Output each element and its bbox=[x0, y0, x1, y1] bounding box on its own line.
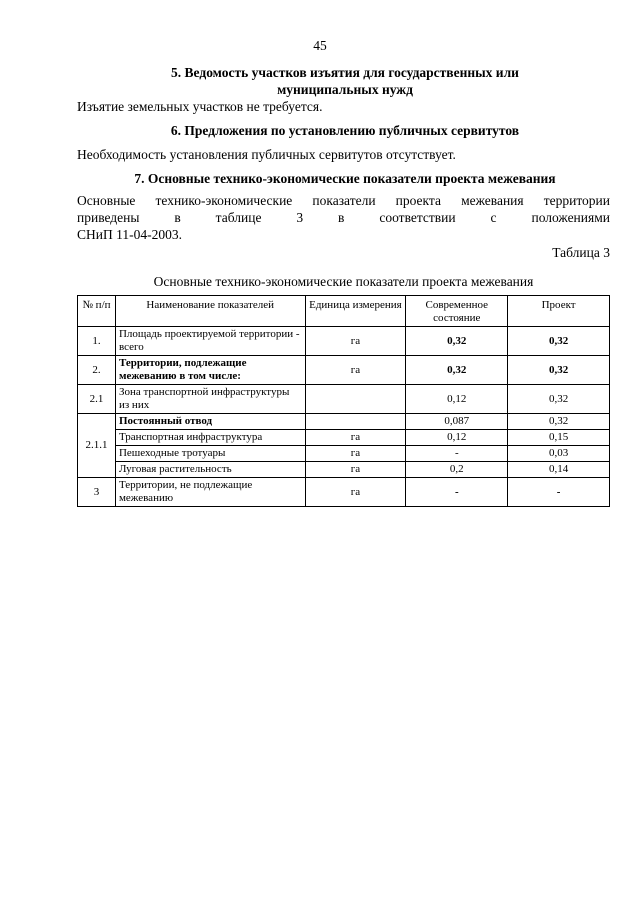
header-project: Проект bbox=[508, 296, 610, 327]
row-current: 0,087 bbox=[406, 414, 508, 430]
table-row bbox=[78, 462, 610, 478]
section-5-heading-line2: муниципальных нужд bbox=[277, 82, 413, 97]
row-current: 0,2 bbox=[406, 462, 508, 478]
row-project: 0,03 bbox=[508, 446, 610, 462]
section-5-text: Изъятие земельных участков не требуется. bbox=[77, 99, 323, 114]
section-5-heading bbox=[100, 64, 590, 98]
table-header-row bbox=[78, 296, 610, 327]
table-row bbox=[78, 430, 610, 446]
header-unit: Единица измерения bbox=[305, 296, 406, 327]
table-row bbox=[78, 446, 610, 462]
row-num: 3 bbox=[78, 478, 116, 507]
section-7-heading: 7. Основные технико-экономические показатели проекта межевания bbox=[134, 171, 556, 186]
row-unit: га bbox=[305, 478, 406, 507]
row-unit: га bbox=[305, 356, 406, 385]
indicators-table bbox=[77, 295, 610, 507]
row-name: Пешеходные тротуары bbox=[115, 446, 305, 462]
row-project: 0,14 bbox=[508, 462, 610, 478]
row-unit: га bbox=[305, 462, 406, 478]
row-unit: га bbox=[305, 327, 406, 356]
table-row bbox=[78, 356, 610, 385]
table-row bbox=[78, 414, 610, 430]
row-project: 0,32 bbox=[508, 385, 610, 414]
section-5-heading-line1: 5. Ведомость участков изъятия для государственных или bbox=[171, 65, 519, 80]
section-7-text bbox=[77, 192, 610, 243]
row-name: Зона транспортной инфраструктуры из них bbox=[115, 385, 305, 414]
row-name: Постоянный отвод bbox=[115, 414, 305, 430]
table-title: Основные технико-экономические показатели проекта межевания bbox=[153, 274, 534, 289]
row-name: Территории, подлежащие межеванию в том числе: bbox=[115, 356, 305, 385]
row-project: 0,32 bbox=[508, 356, 610, 385]
row-project: 0,32 bbox=[508, 327, 610, 356]
section-7-text-line1: Основные технико-экономические показатели проекта межевания территории bbox=[77, 193, 610, 208]
row-current: - bbox=[406, 446, 508, 462]
row-project: 0,32 bbox=[508, 414, 610, 430]
header-name: Наименование показателей bbox=[115, 296, 305, 327]
row-num: 2. bbox=[78, 356, 116, 385]
section-6-text: Необходимость установления публичных сервитутов отсутствует. bbox=[77, 147, 456, 162]
row-unit bbox=[305, 385, 406, 414]
row-num: 1. bbox=[78, 327, 116, 356]
row-current: 0,32 bbox=[406, 356, 508, 385]
row-name: Транспортная инфраструктура bbox=[115, 430, 305, 446]
row-current: 0,12 bbox=[406, 385, 508, 414]
row-name: Луговая растительность bbox=[115, 462, 305, 478]
section-7-text-line2: приведены в таблице 3 в соответствии с положениями bbox=[77, 210, 610, 225]
row-name: Площадь проектируемой территории - всего bbox=[115, 327, 305, 356]
header-num: № п/п bbox=[78, 296, 116, 327]
table-row bbox=[78, 327, 610, 356]
row-current: 0,32 bbox=[406, 327, 508, 356]
row-unit: га bbox=[305, 446, 406, 462]
table-caption: Таблица 3 bbox=[552, 245, 610, 260]
page-number: 45 bbox=[313, 38, 327, 53]
row-num: 2.1.1 bbox=[78, 414, 116, 478]
section-6-heading: 6. Предложения по установлению публичных сервитутов bbox=[170, 123, 520, 138]
row-unit bbox=[305, 414, 406, 430]
row-project: 0,15 bbox=[508, 430, 610, 446]
header-current: Современное состояние bbox=[406, 296, 508, 327]
row-current: 0,12 bbox=[406, 430, 508, 446]
row-current: - bbox=[406, 478, 508, 507]
row-num: 2.1 bbox=[78, 385, 116, 414]
row-name: Территории, не подлежащие межеванию bbox=[115, 478, 305, 507]
row-project: - bbox=[508, 478, 610, 507]
table-row bbox=[78, 385, 610, 414]
table-row bbox=[78, 478, 610, 507]
section-7-text-line3: СНиП 11-04-2003. bbox=[77, 227, 182, 242]
row-unit: га bbox=[305, 430, 406, 446]
